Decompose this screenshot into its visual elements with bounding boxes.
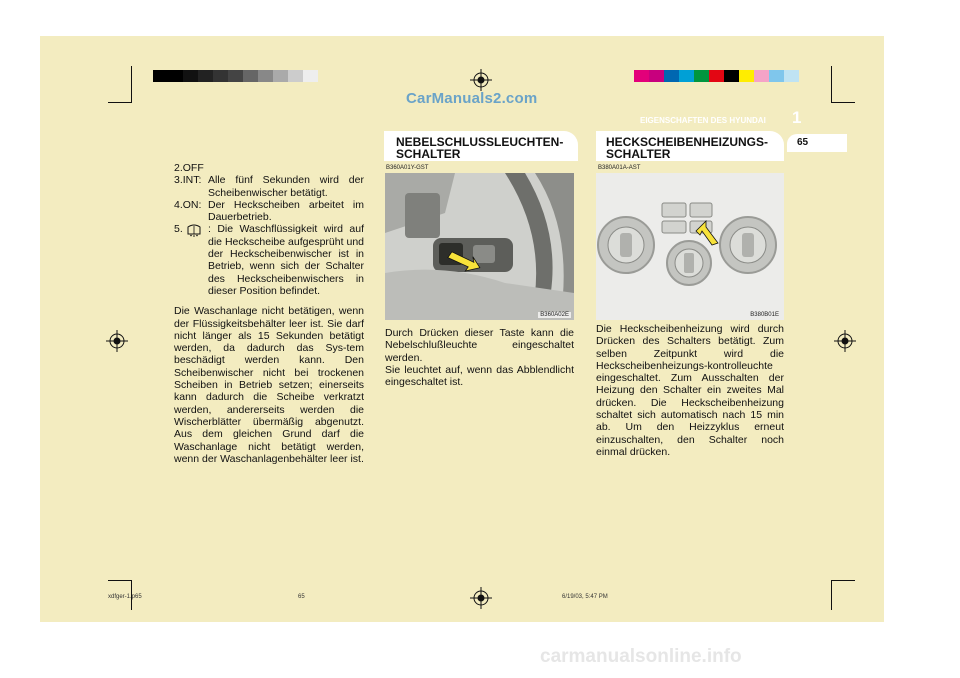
site-watermark[interactable]: CarManuals2.com [406,90,538,107]
bottom-watermark[interactable]: carmanualsonline.info [540,646,742,667]
registration-mark-icon [834,330,856,352]
chapter-label: EIGENSCHAFTEN DES HYUNDAI [640,116,766,125]
section-code: B360A01Y-GST [386,165,429,171]
defrost-section-text [596,323,784,458]
color-swatch [694,70,709,82]
list-item-number: 4.ON: [174,198,202,211]
section-heading [606,136,768,160]
left-column [174,162,364,465]
paragraph: Die Heckscheibenheizung wird durch Drücken des Schalters betätigt. Zum selben Zeitpunkt wird die Heckscheibenheizungs-kontrolleuchte eingeschaltet. Zum Ausschalten der Heizung den Schalter ein zweites Mal drücken. Die Heckscheibenheizung schaltet sich automatisch nach 15 min ab. Um den Heizzyklus erneut einzuschalten, den Schalter noch einmal drücken. [596,323,784,458]
color-swatch [664,70,679,82]
fog-section-text [385,327,574,388]
color-swatch [634,70,649,82]
heading-line: SCHALTER [606,147,671,161]
paragraph: Durch Drücken dieser Taste kann die Nebelschlußleuchte eingeschaltet werden. [385,327,574,364]
color-swatch [769,70,784,82]
list-item [174,174,364,199]
section-heading [396,136,563,160]
list-item [174,223,364,297]
color-swatch [709,70,724,82]
crop-mark [831,580,832,610]
color-bar [634,70,799,82]
paragraph: Sie leuchtet auf, wenn das Abblendlicht eingeschaltet ist. [385,363,574,389]
crop-mark [831,102,855,103]
image-code: B360A02E [540,312,569,318]
page-number-tab [787,134,847,152]
crop-mark [131,66,132,102]
color-swatch [784,70,799,82]
list-item [174,199,364,224]
footer-date: 6/19/03, 5:47 PM [562,594,608,600]
defrost-switch-photo [596,173,784,320]
list-item-number: 3.INT: [174,174,202,187]
color-swatch [649,70,664,82]
washer-symbol-icon [185,223,203,237]
footer-file: xdfger-1.p65 [108,594,142,600]
list-item-number: 2. [174,162,183,174]
section-code: B380A01A-AST [598,165,641,171]
heading-line: NEBELSCHLUSSLEUCHTEN- [396,135,564,149]
page-number: 65 [797,137,809,148]
list-item-text: OFF [182,162,204,174]
color-swatch [679,70,694,82]
list-item-text: Der Heckscheiben arbeitet im Dauerbetrieb. [208,198,364,224]
list-item-number [174,223,208,297]
list-item-text: Alle fünf Sekunden wird der Scheibenwischer betätigt. [208,174,364,199]
footer-page: 65 [298,594,305,600]
color-swatch [724,70,739,82]
washer-warning-paragraph: Die Waschanlage nicht betätigen, wenn der Flüssigkeitsbehälter leer ist. Sie darf nicht länger als 15 Sekunden betätigt werden, da dadurch das Sys-tem beschädigt werden kann. Den Scheibenwischer nicht bei trockenen Scheiben in Betrieb setzen; einerseits kann dadurch die Scheibe verkratzt werden, andererseits werden die Wischerblätter übermäßig abgenutzt. Aus dem gleichen Grund darf die Waschanlage nicht betätigt werden, wenn der Waschanlagenbehälter leer ist. [174,305,364,465]
crop-mark [831,580,855,581]
fog-switch-illustration [385,173,574,320]
registration-mark-icon [470,69,492,91]
image-code: B380B01E [750,312,779,318]
list-item [174,162,364,174]
crop-mark [831,66,832,102]
heading-line: SCHALTER [396,147,461,161]
grayscale-bar [153,70,318,82]
crop-mark [108,102,132,103]
fog-switch-photo [385,173,574,320]
color-swatch [739,70,754,82]
crop-mark [108,580,132,581]
hvac-panel-illustration [596,173,784,320]
chapter-number: 1 [792,108,802,127]
registration-mark-icon [470,587,492,609]
color-swatch [754,70,769,82]
registration-mark-icon [106,330,128,352]
list-item-number-text: 5. [174,223,183,236]
heading-line: HECKSCHEIBENHEIZUNGS- [606,135,769,149]
list-item-text: : Die Waschflüssigkeit wird auf die Heckscheibe aufgesprüht und der Heckscheibenwischer ist in Betrieb, wenn sich der Schalter des Heckscheibenwischers in dieser Position befindet. [208,223,364,297]
